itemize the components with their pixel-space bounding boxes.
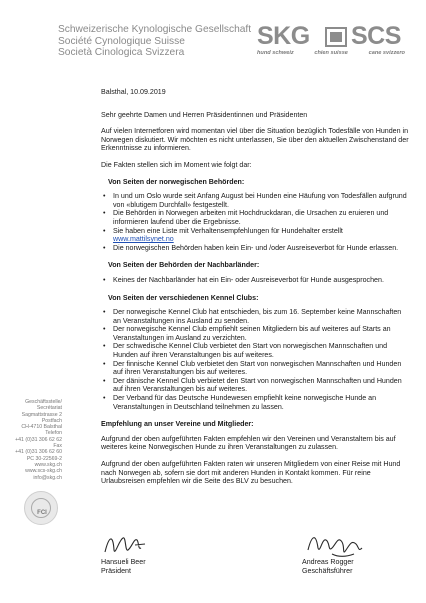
list-item: • Der Verband für das Deutsche Hundewesen empfiehlt keine norwegische Hunde an Veranstaltungen in Deutschland teilnehmen zu lassen. (101, 394, 411, 411)
org-name-de: Schweizerische Kynologische Gesellschaft (58, 24, 252, 35)
recommendation-paragraph-1: Aufgrund der oben aufgeführten Fakten empfehlen wir den Vereinen und Veranstaltern bis auf weiteres keine Norwegischen Hunde zu ihren Veranstaltungen zu zulassen. (101, 434, 396, 452)
list-item (101, 227, 411, 244)
letter-intro: Auf vielen Internetforen wird momentan viel über die Situation bezüglich Todesfälle von Hunden in Norwegen diskutiert. Wir möchten es nicht unterlassen, Sie über den aktuellen Zwischenstand der Erkenntnisse zu informieren. (101, 127, 409, 153)
mattilsynet-link[interactable]: www.mattilsynet.no (113, 235, 174, 244)
recommendation-paragraph-2: Aufgrund der oben aufgeführten Fakten raten wir unseren Mitgliedern von einer Reise mit Hund nach Norwegen ab, sofern sie dort mit anderen Hunden in Kontakt kommen. Für reine Urlaubsreisen empfehlen wir die Seite des BLV zu besuchen. (101, 460, 401, 486)
list-item: • In und um Oslo wurde seit Anfang August bei Hunden eine Häufung von Todesfällen aufgrund von «blutigem Durchfall» festgestellt. (101, 192, 411, 209)
sidebar-line: Fax (53, 443, 62, 450)
contact-sidebar (6, 399, 62, 481)
sidebar-line: Postfach (41, 417, 62, 424)
fci-emblem-icon (24, 491, 58, 525)
signature-block-president (101, 530, 221, 575)
list-item: • Der norwegische Kennel Club empfiehlt seinen Mitgliedern bis auf weiteres auf Starts an Veranstaltungen im Ausland zu verzichten. (101, 325, 411, 342)
letter-salutation: Sehr geehrte Damen und Herren Präsidentinnen und Präsidenten (101, 110, 308, 119)
logo-text-scs: SCS (351, 22, 401, 50)
fci-label: FCI (37, 510, 47, 516)
list-item: • Der dänische Kennel Club verbietet den Start von norwegischen Mannschaften und Hunden auf ihren Veranstaltungen bis auf weiteres. (101, 377, 411, 394)
section-kennel-clubs-list (101, 308, 411, 411)
sidebar-line: +41 (0)31 306 62 60 (15, 449, 62, 456)
logo-text-skg: SKG (257, 22, 310, 50)
sidebar-line: Telefon (45, 430, 62, 437)
logo-subtitles (257, 50, 405, 56)
signer-title: Präsident (101, 566, 131, 575)
sidebar-line: CH-4710 Balsthal (21, 424, 62, 431)
section-neighbor-authorities-title: Von Seiten der Behörden der Nachbarländer: (108, 261, 260, 270)
organization-names (58, 24, 258, 59)
sidebar-line: www.scs-skg.ch (25, 468, 62, 475)
list-item: • Die norwegischen Behörden haben kein Ein- und /oder Ausreiseverbot für Hunde erlassen. (101, 244, 411, 253)
list-item: • Die Behörden in Norwegen arbeiten mit Hochdruckdaran, die Ursachen zu eruieren und informieren laufend über die Ergebnisse. (101, 209, 411, 226)
list-item: • Der finnische Kennel Club verbietet den Start von norwegischen Mannschaften und Hunden auf ihren Veranstaltungen bis auf weiteres. (101, 360, 411, 377)
signature-icon (101, 530, 221, 558)
section-kennel-clubs-title: Von Seiten der verschiedenen Kennel Clubs: (108, 293, 259, 302)
dog-emblem-icon (325, 27, 347, 47)
org-name-it: Società Cinologica Svizzera (58, 47, 185, 59)
signer-name: Andreas Rogger (302, 558, 354, 566)
letter-date: Balsthal, 10.09.2019 (101, 88, 166, 96)
sidebar-line: +41 (0)31 306 62 62 (15, 436, 62, 443)
logo-mark (257, 22, 405, 50)
list-item: • Der schwedische Kennel Club verbietet den Start von norwegischen Mannschaften und Hunden auf ihren Veranstaltungen bis auf weiteres. (101, 342, 411, 359)
sidebar-line: Secrétariat (36, 405, 62, 412)
section-norwegian-authorities-title: Von Seiten der norwegischen Behörden: (108, 177, 245, 186)
sidebar-line: Sagmattstrasse 2 (21, 411, 62, 418)
logo-subtitle-fr: chien suisse (314, 50, 348, 56)
section-neighbor-authorities-list (101, 276, 411, 285)
section-norwegian-authorities-list (101, 192, 411, 252)
sidebar-line: info@skg.ch (33, 474, 62, 481)
letter-body (101, 88, 411, 494)
signature-icon (302, 530, 412, 558)
skg-scs-logo (257, 22, 405, 59)
list-item: • Keines der Nachbarländer hat ein Ein- oder Ausreiseverbot für Hunde ausgesprochen. (101, 276, 411, 285)
signature-block-director (302, 530, 412, 575)
list-item: • Der norwegische Kennel Club hat entschieden, bis zum 16. September keine Mannschaften an Veranstaltungen ins Ausland zu senden. (101, 308, 411, 325)
logo-subtitle-de: hund schweiz (257, 50, 294, 56)
signer-title: Geschäftsführer (302, 566, 353, 575)
sidebar-line: www.skg.ch (34, 461, 62, 468)
org-name-fr: Société Cynologique Suisse (58, 35, 185, 47)
list-item-text: Sie haben eine Liste mit Verhaltensempfehlungen für Hundehalter erstellt (113, 226, 343, 235)
facts-intro: Die Fakten stellen sich im Moment wie folgt dar: (101, 160, 252, 169)
logo-subtitle-it: cane svizzero (368, 50, 405, 56)
sidebar-line: PC 30-22569-2 (26, 455, 62, 462)
recommendation-title: Empfehlung an unser Vereine und Mitglieder: (101, 420, 254, 429)
signer-name: Hansueli Beer (101, 558, 146, 566)
sidebar-line: Geschäftsstelle/ (25, 399, 62, 405)
